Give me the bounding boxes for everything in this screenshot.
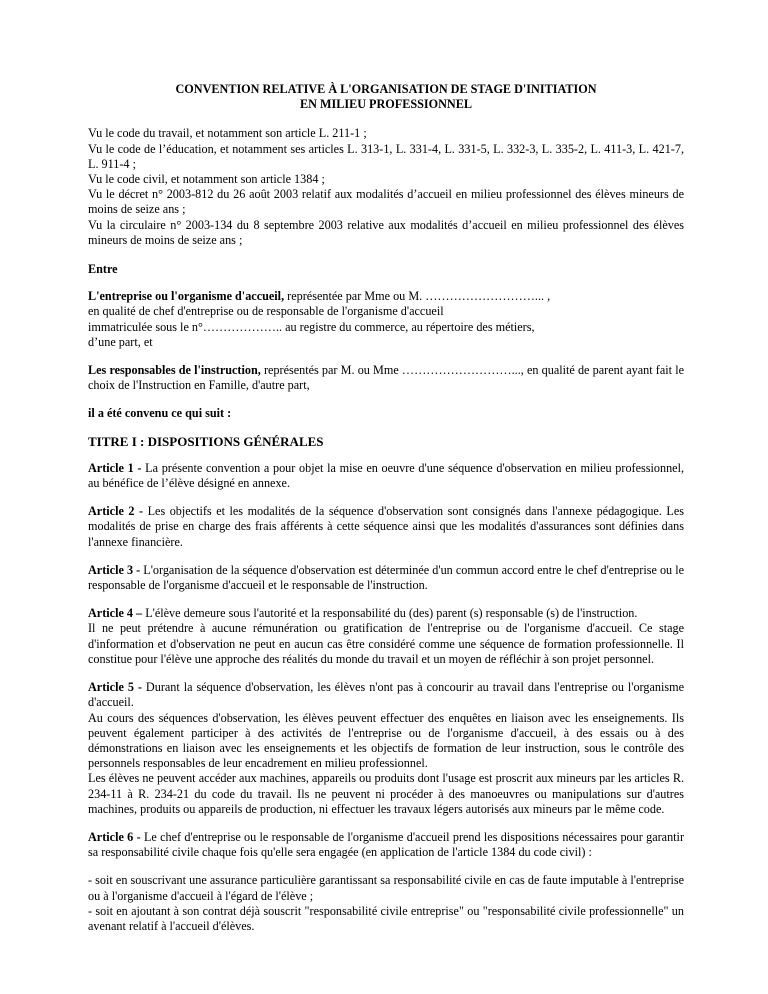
article-3-label: Article 3 - bbox=[88, 562, 141, 577]
article-5-label: Article 5 - bbox=[88, 680, 142, 695]
responsables-text: représentés par M. ou Mme ………………………..., en qualité de parent ayant fait le choix de l'Instruction en Famille, d'autre part, bbox=[88, 363, 684, 393]
article-6 bbox=[88, 830, 684, 860]
article-4-extra: Il ne peut prétendre à aucune rémunération ou gratification de l'entreprise ou de l'organisme d'accueil. Ce stage d'information et d'observation ne peut en aucun cas être considéré comme une séquence de formation professionnelle. Il constitue pour l'élève une approche des réalités du monde du travail et un moyen de réfléchir à son projet personnel. bbox=[88, 621, 684, 666]
article-5-extra: Au cours des séquences d'observation, les élèves peuvent effectuer des enquêtes en liaison avec les enseignements. Ils peuvent également participer à des activités de l'entreprise ou de l'organisme d'accueil, à des essais ou à des démonstrations en liaison avec les enseignements et les objectifs de formation de leur instruction, sous le contrôle des personnels responsables de leur encadrement en milieu professionnel. bbox=[88, 710, 684, 771]
visas-block bbox=[88, 126, 684, 248]
article-4 bbox=[88, 606, 684, 667]
article-2-text: Les objectifs et les modalités de la séquence d'observation sont consignés dans l'annexe pédagogique. Les modalités de prise en charge des frais afférents à cette séquence ainsi que les modalités d'assurances sont définies dans l'annexe financière. bbox=[88, 504, 685, 549]
entreprise-immatriculation: immatriculée sous le n°……………….. au registre du commerce, au répertoire des métiers, bbox=[88, 319, 535, 334]
entreprise-part: d’une part, et bbox=[88, 334, 153, 349]
article-4-label: Article 4 – bbox=[88, 606, 143, 621]
title-line-1: CONVENTION RELATIVE À L'ORGANISATION DE STAGE D'INITIATION bbox=[175, 82, 597, 96]
visa-4: Vu le décret n° 2003-812 du 26 août 2003 relatif aux modalités d’accueil en milieu professionnel des élèves mineurs de moins de seize ans ; bbox=[88, 187, 684, 217]
article-5-text: Durant la séquence d'observation, les élèves n'ont pas à concourir au travail dans l'entreprise ou l'organisme d'accueil. bbox=[88, 680, 685, 710]
article-2 bbox=[88, 504, 684, 550]
article-5-extra2: Les élèves ne peuvent accéder aux machines, appareils ou produits dont l'usage est proscrit aux mineurs par les articles R. 234-11 à R. 234-21 du code du travail. Ils ne peuvent ni procéder à des manoeuvres ou manipulations sur d'autres machines, produits ou appareils de production, ni effectuer les travaux légers autorisés aux mineurs par le même code. bbox=[88, 771, 684, 816]
article-5 bbox=[88, 680, 684, 817]
visa-2: Vu le code de l’éducation, et notamment ses articles L. 313-1, L. 331-4, L. 331-5, L. 332-3, L. 335-2, L. 411-3, L. 421-7, L. 911-4 ; bbox=[88, 141, 684, 171]
article-6-text: Le chef d'entreprise ou le responsable de l'organisme d'accueil prend les dispositions nécessaires pour garantir sa responsabilité civile chaque fois qu'elle sera engagée (en application de l'article 1384 du code civil) : bbox=[88, 829, 684, 860]
article-6-label: Article 6 - bbox=[88, 829, 141, 844]
article-3-text: L'organisation de la séquence d'observation est déterminée d'un commun accord entre le chef d'entreprise ou le responsable de l'organisme d'accueil et le responsable de l'instruction. bbox=[88, 562, 685, 593]
entreprise-qualite: en qualité de chef d'entreprise ou de responsable de l'organisme d'accueil bbox=[88, 304, 444, 319]
article-4-text: L'élève demeure sous l'autorité et la responsabilité du (des) parent (s) responsable (s) de l'instruction. bbox=[142, 606, 638, 621]
responsables-label: Les responsables de l'instruction, bbox=[88, 363, 261, 378]
titre-1-heading: TITRE I : DISPOSITIONS GÉNÉRALES bbox=[88, 433, 324, 449]
entreprise-rep: représentée par Mme ou M. ………………………... , bbox=[284, 289, 551, 304]
entreprise-party bbox=[88, 289, 684, 350]
article-1 bbox=[88, 461, 684, 491]
article-1-text: La présente convention a pour objet la mise en oeuvre d'une séquence d'observation en milieu professionnel, au bénéfice de l’élève désigné en annexe. bbox=[88, 460, 685, 491]
convenu-heading: il a été convenu ce qui suit : bbox=[88, 406, 232, 421]
visa-3: Vu le code civil, et notamment son article 1384 ; bbox=[88, 172, 325, 187]
document-page bbox=[88, 82, 684, 947]
article-3 bbox=[88, 563, 684, 593]
option-2: - soit en ajoutant à son contrat déjà souscrit "responsabilité civile entreprise" ou "responsabilité civile professionnelle" un avenant relatif à l'accueil d'élèves. bbox=[88, 903, 684, 933]
entre-heading: Entre bbox=[88, 262, 118, 277]
option-1: - soit en souscrivant une assurance particulière garantissant sa responsabilité civile en cas de faute imputable à l'entreprise ou à l'organisme d'accueil à l'égard de l'élève ; bbox=[88, 873, 684, 903]
visa-5: Vu la circulaire n° 2003-134 du 8 septembre 2003 relative aux modalités d’accueil en milieu professionnel des élèves mineurs de moins de seize ans ; bbox=[88, 217, 684, 247]
responsables-party bbox=[88, 363, 684, 393]
article-2-label: Article 2 - bbox=[88, 504, 144, 519]
document-title bbox=[88, 82, 684, 112]
article-6-options bbox=[88, 873, 684, 934]
visa-1: Vu le code du travail, et notamment son article L. 211-1 ; bbox=[88, 126, 367, 141]
entreprise-label: L'entreprise ou l'organisme d'accueil, bbox=[88, 289, 285, 304]
title-line-2: EN MILIEU PROFESSIONNEL bbox=[299, 97, 472, 112]
article-1-label: Article 1 - bbox=[88, 460, 142, 475]
